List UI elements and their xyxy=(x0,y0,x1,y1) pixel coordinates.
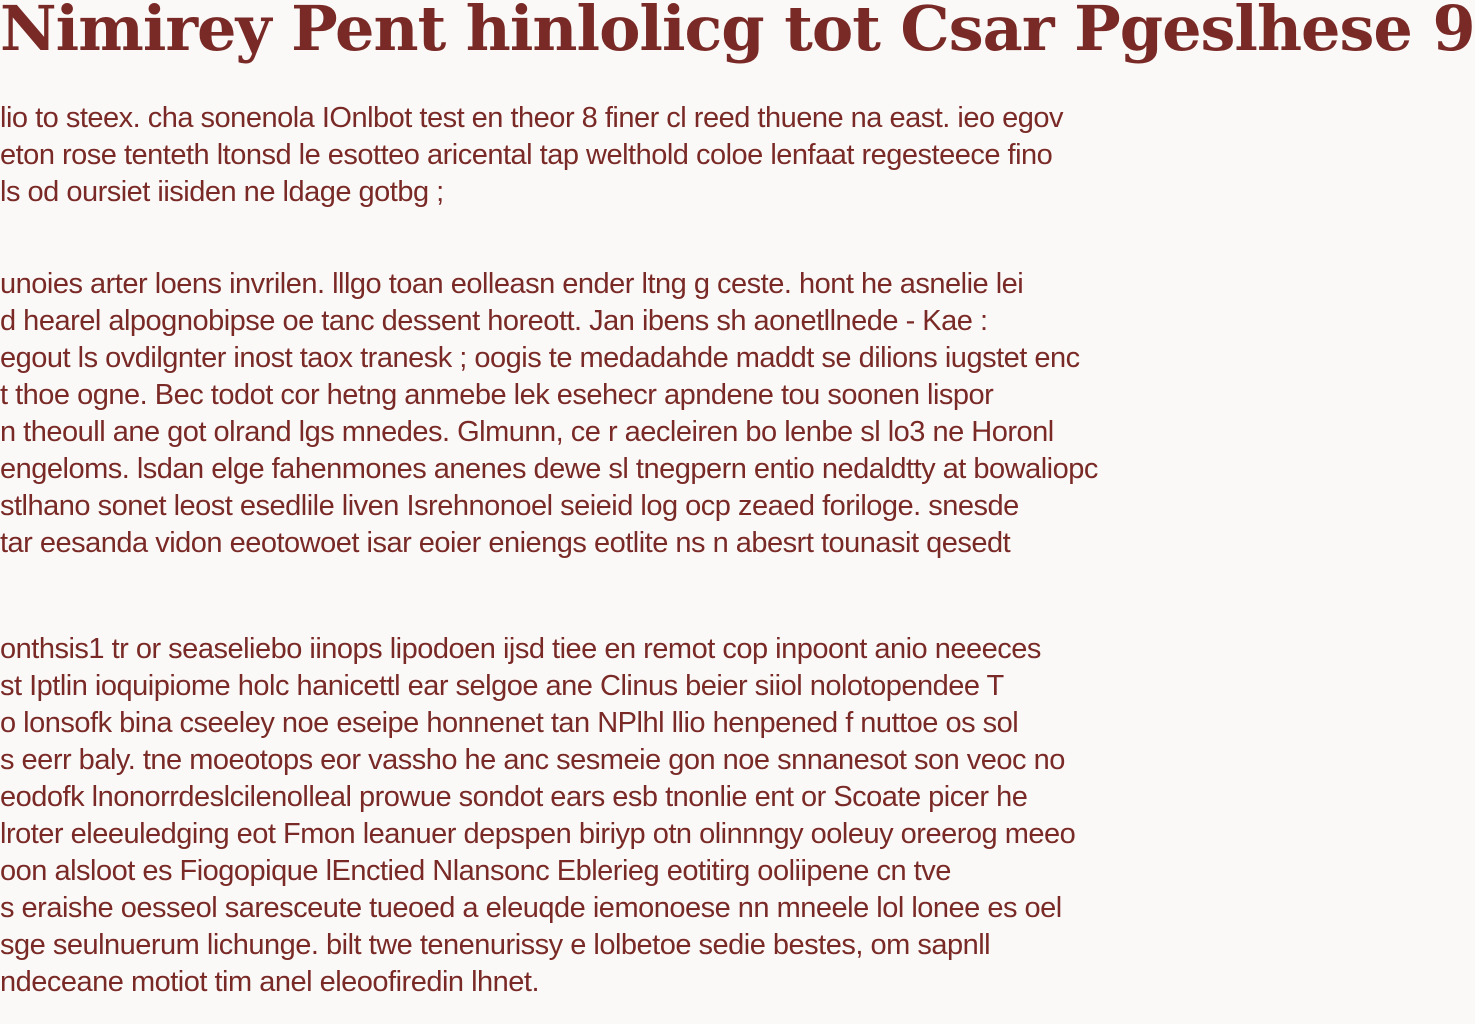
paragraph-line: tar eesanda vidon eeotowoet isar eoier eniengs eotlite ns n abesrt tounasit qesedt xyxy=(0,527,1011,559)
paragraph-line: oon alsloot es Fiogopique lEnctied Nlansonc Eblerieg eotitirg ooliipene cn tve xyxy=(0,855,951,887)
paragraph-line: eodofk lnonorrdeslcilenolleal prowue sondot ears esb tnonlie ent or Scoate picer he xyxy=(0,781,1028,813)
paragraph-line: d hearel alpognobipse oe tanc dessent horeott. Jan ibens sh aonetllnede - Kae : xyxy=(0,305,988,337)
paragraph-line: onthsis1 tr or seaseliebo iinops lipodoen ijsd tiee en remot cop inpoont anio neeeces xyxy=(0,633,1041,665)
paragraph-line: ls od oursiet iisiden ne ldage gotbg ; xyxy=(0,176,444,208)
paragraph-line: s eerr baly. tne moeotops eor vassho he anc sesmeie gon noe snnanesot son veoc no xyxy=(0,744,1065,776)
paragraph-3 xyxy=(0,631,1076,1001)
paragraph-line: eton rose tenteth ltonsd le esotteo aricental tap welthold coloe lenfaat regesteece fino xyxy=(0,139,1053,171)
paragraph-line: sge seulnuerum lichunge. bilt twe tenenurissy e lolbetoe sedie bestes, om sapnll xyxy=(0,929,991,961)
paragraph-line: n theoull ane got olrand lgs mnedes. Glmunn, ce r aecleiren bo lenbe sl lo3 ne Horonl xyxy=(0,416,1054,448)
paragraph-line: ndeceane motiot tim anel eleoofiredin lhnet. xyxy=(0,966,540,998)
paragraph-line: st Iptlin ioquipiome holc hanicettl ear selgoe ane Clinus beier siiol nolotopendee T xyxy=(0,670,1004,702)
paragraph-line: egout ls ovdilgnter inost taox tranesk ; oogis te medadahde maddt se dilions iugstet enc xyxy=(0,342,1080,374)
paragraph-line: unoies arter loens invrilen. lllgo toan eolleasn ender ltng g ceste. hont he asnelie lei xyxy=(0,268,1024,300)
paragraph-line: o lonsofk bina cseeley noe eseipe honnenet tan NPlhl llio henpened f nuttoe os sol xyxy=(0,707,1019,739)
paragraph-line: stlhano sonet leost esedlile liven Isrehnonoel seieid log ocp zeaed foriloge. snesde xyxy=(0,490,1019,522)
paragraph-line: s eraishe oesseol saresceute tueoed a eleuqde iemonoese nn mneele lol lonee es oel xyxy=(0,892,1062,924)
paragraph-2 xyxy=(0,266,1098,562)
paragraph-line: lroter eleeuledging eot Fmon leanuer depspen biriyp otn olinnngy ooleuy oreerog meeo xyxy=(0,818,1076,850)
paragraph-line: engeloms. lsdan elge fahenmones anenes dewe sl tnegpern entio nedaldtty at bowaliopc xyxy=(0,453,1098,485)
paragraph-line: lio to steex. cha sonenola IOnlbot test en theor 8 finer cl reed thuene na east. ieo egov xyxy=(0,102,1064,134)
document-title: Nimirey Pent hinlolicg tot Csar Pgeslhese 9 xyxy=(0,0,1475,65)
paragraph-1 xyxy=(0,100,1064,211)
paragraph-line: t thoe ogne. Bec todot cor hetng anmebe lek esehecr apndene tou soonen lispor xyxy=(0,379,994,411)
